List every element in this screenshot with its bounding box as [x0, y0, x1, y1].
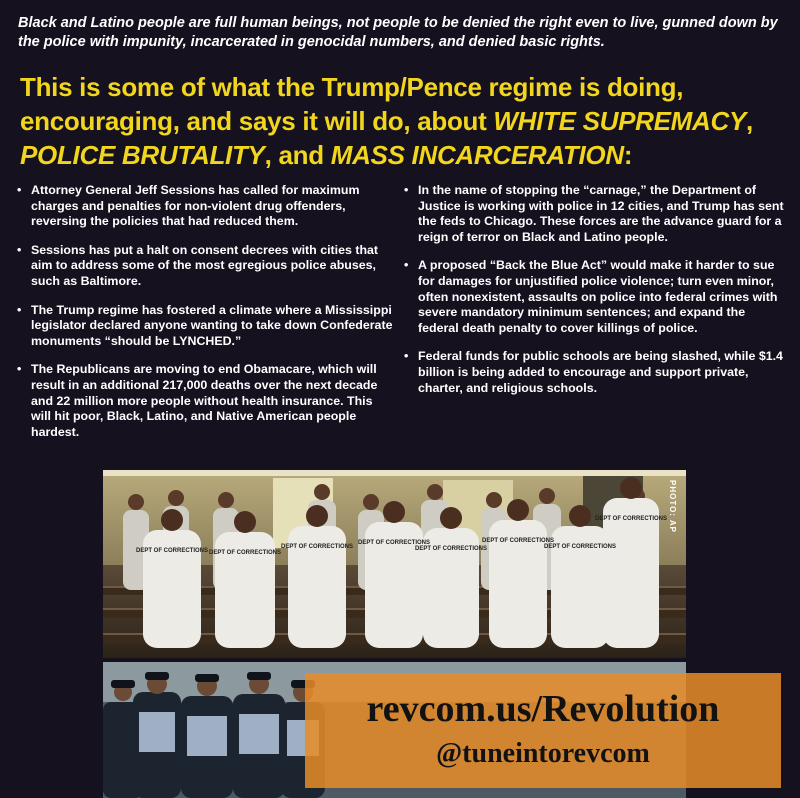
photo-credit: PHOTO: AP: [668, 480, 677, 534]
uniform-label: DEPT OF CORRECTIONS: [357, 540, 431, 546]
bullet-list-right: [404, 183, 788, 396]
headline-separator: , and: [264, 140, 331, 170]
promo-handle[interactable]: @tuneintorevcom: [436, 738, 650, 769]
headline-separator: ,: [746, 106, 753, 136]
headline-text: This is some of what the Trump/Pence regime is doing, encouraging, and says it will do, about: [20, 72, 684, 136]
uniform-label: DEPT OF CORRECTIONS: [280, 544, 354, 550]
prison-photo: [103, 470, 686, 658]
bullet-item: • Attorney General Jeff Sessions has called for maximum charges and penalties for non-violent drug offenders, reversing the policies that had reduced them.: [17, 183, 395, 230]
bullet-list-left: [17, 183, 395, 440]
headline-police-brutality: POLICE BRUTALITY: [20, 140, 265, 170]
headline-white-supremacy: WHITE SUPREMACY: [493, 106, 747, 136]
headline-mass-incarceration: MASS INCARCERATION: [330, 140, 624, 170]
bullet-item: • Sessions has put a halt on consent decrees with cities that aim to address some of the most egregious police abuses, such as Baltimore.: [17, 243, 395, 290]
promo-url[interactable]: revcom.us/Revolution: [366, 688, 720, 730]
bullet-column-right: [404, 183, 788, 409]
bullet-item: • The Trump regime has fostered a climate where a Mississippi legislator declared anyone wanting to take down Confederate monuments “should be LYNCHED.”: [17, 303, 395, 350]
bullet-item: • A proposed “Back the Blue Act” would make it harder to sue for damages for unjustified police violence; turn even minor, often nonexistent, assaults on police into federal crimes with severe mandatory minimum sentences; and expand the federal death penalty to cover killings of police.: [404, 258, 788, 336]
uniform-label: DEPT OF CORRECTIONS: [481, 538, 555, 544]
uniform-label: DEPT OF CORRECTIONS: [543, 544, 617, 550]
uniform-label: DEPT OF CORRECTIONS: [208, 550, 282, 556]
promo-box: [305, 673, 781, 788]
bullet-column-left: [17, 183, 395, 453]
uniform-label: DEPT OF CORRECTIONS: [135, 548, 209, 554]
bullet-item: • Federal funds for public schools are being slashed, while $1.4 billion is being added to encourage and support private, charter, and religious schools.: [404, 349, 788, 396]
uniform-label: DEPT OF CORRECTIONS: [594, 516, 668, 522]
headline: [20, 70, 790, 172]
prison-photo-illustration: [103, 470, 686, 658]
bullet-item: • In the name of stopping the “carnage,” the Department of Justice is working with police in 12 cities, and Trump has sent the feds to Chicago. These forces are the advance guard for a reign of terror on Black and Latino people.: [404, 183, 788, 245]
intro-text: Black and Latino people are full human beings, not people to be denied the right even to live, gunned down by the police with impunity, incarcerated in genocidal numbers, and denied basic rights.: [18, 15, 778, 50]
headline-colon: :: [623, 140, 633, 170]
bullet-item: • The Republicans are moving to end Obamacare, which will result in an additional 217,000 deaths over the next decade and 22 million more people without health insurance. This will hit poor, Black, Latino, and Native American people hardest.: [17, 362, 395, 440]
uniform-label: DEPT OF CORRECTIONS: [414, 546, 488, 552]
